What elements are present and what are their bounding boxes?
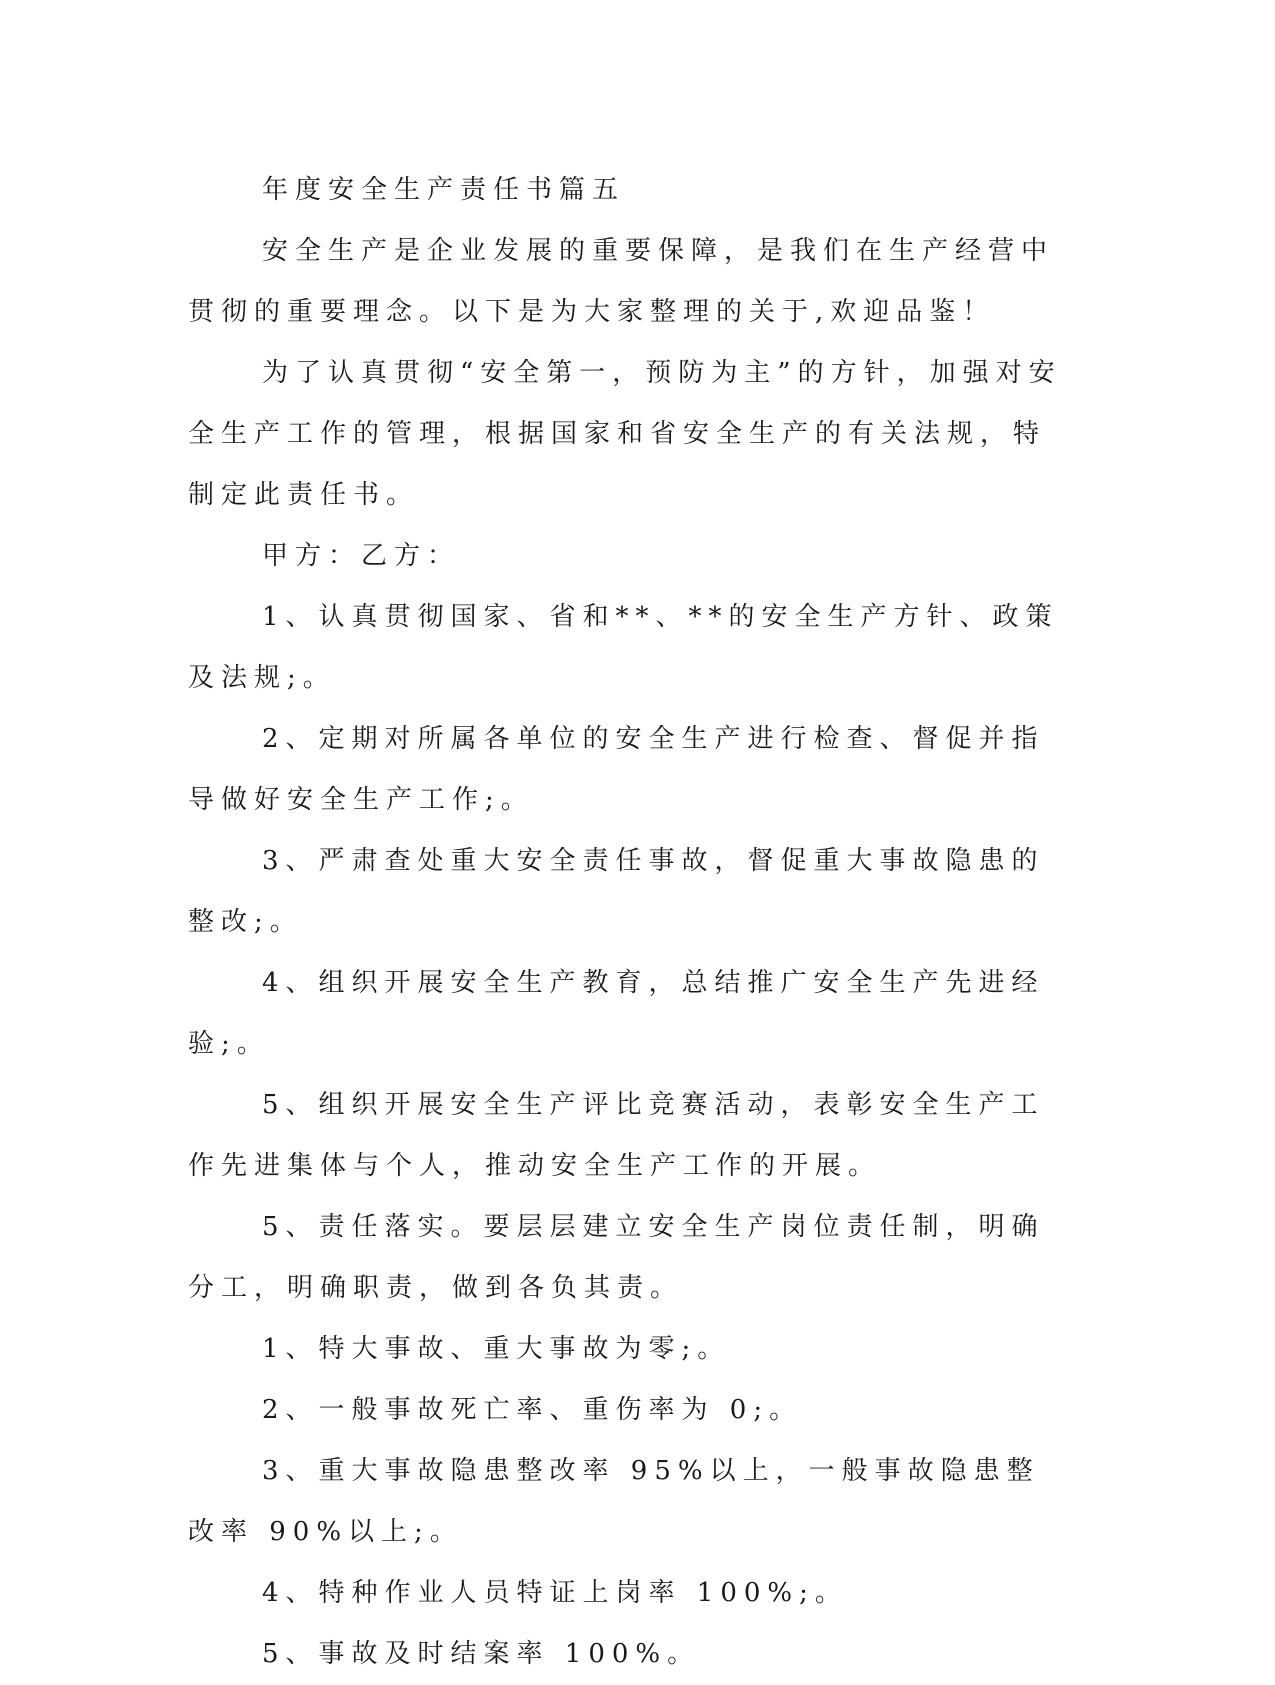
list-item: 4、组织开展安全生产教育，总结推广安全生产先进经验;。 [188, 968, 1045, 1059]
target-item: 3、重大事故隐患整改率 95%以上，一般事故隐患整改率 90%以上;。 [188, 1456, 1040, 1547]
document-body [188, 160, 1068, 1685]
list-item: 3、严肃查处重大安全责任事故，督促重大事故隐患的整改;。 [188, 846, 1045, 937]
target-item: 5、事故及时结案率 100%。 [262, 1639, 701, 1669]
list-item: 1、认真贯彻国家、省和**、**的安全生产方针、政策及法规;。 [188, 602, 1059, 693]
target-item: 2、一般事故死亡率、重伤率为 0;。 [262, 1395, 803, 1425]
purpose-paragraph: 为了认真贯彻“安全第一，预防为主”的方针，加强对安全生产工作的管理，根据国家和省安全生产的有关法规，特制定此责任书。 [188, 358, 1062, 510]
list-item: 5、组织开展安全生产评比竞赛活动，表彰安全生产工作先进集体与个人，推动安全生产工作的开展。 [188, 1090, 1045, 1181]
target-item: 4、特种作业人员特证上岗率 100%;。 [262, 1578, 848, 1608]
list-item: 2、定期对所属各单位的安全生产进行检查、督促并指导做好安全生产工作;。 [188, 724, 1045, 815]
list-item: 5、责任落实。要层层建立安全生产岗位责任制，明确分工，明确职责，做到各负其责。 [188, 1212, 1045, 1303]
document-title: 年度安全生产责任书篇五 [262, 175, 626, 205]
intro-paragraph: 安全生产是企业发展的重要保障，是我们在生产经营中贯彻的重要理念。以下是为大家整理的关于,欢迎品鉴！ [188, 236, 1055, 327]
parties-line: 甲方：乙方： [262, 541, 461, 571]
target-item: 1、特大事故、重大事故为零;。 [262, 1334, 731, 1364]
